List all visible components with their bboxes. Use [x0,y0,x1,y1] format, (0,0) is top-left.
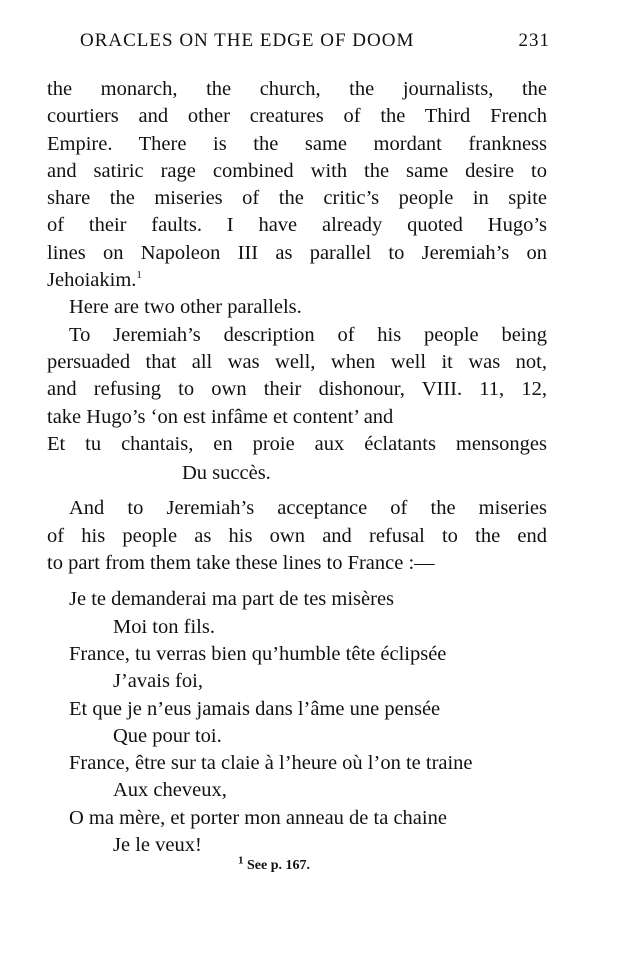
paragraph-2 [47,294,547,321]
text-line: of their faults. I have already quoted Hugo’s [47,214,547,237]
text-line: Here are two other parallels. [69,296,302,319]
running-title: ORACLES ON THE EDGE OF DOOM [80,30,415,51]
poem-line: J’avais foi, [113,670,203,693]
text-line: To Jeremiah’s description of his people being [69,323,547,346]
paragraph-1 [47,76,547,294]
spacer [47,487,547,495]
body-text [47,76,547,859]
text-line: persuaded that all was well, when well it was not, [47,350,547,373]
text-fragment: Jehoiakim. [47,269,137,292]
text-line: lines on Napoleon III as parallel to Jeremiah’s on [47,241,547,264]
text-line: share the miseries of the critic’s people in spite [47,187,547,210]
text-line: and satiric rage combined with the same desire to [47,159,547,182]
poem-line: France, être sur ta claie à l’heure où l’on te traine [69,752,473,775]
text-line: Empire. There is the same mordant frankness [47,132,547,155]
footnote-marker: 1 [136,269,142,282]
paragraph-3 [47,322,547,488]
text-line: take Hugo’s ‘on est infâme et content’ and [47,405,394,428]
poem-line: Je te demanderai ma part de tes misères [69,588,395,611]
footnote [238,854,310,874]
poem-line: Je le veux! [113,834,202,857]
text-line: And to Jeremiah’s acceptance of the miseries [69,497,547,520]
text-line: to part from them take these lines to France :— [47,552,435,575]
poem-line: Aux cheveux, [113,779,227,802]
poem-line: Moi ton fils. [113,615,215,638]
footnote-text: See p. 167. [247,858,310,873]
poem-line: France, tu verras bien qu’humble tête éclipsée [69,642,447,665]
text-line: the monarch, the church, the journalists, the [47,78,547,100]
page-number: 231 [518,30,550,51]
text-line: and refusing to own their dishonour, VIII. 11, 12, [47,378,547,401]
poem [47,586,547,859]
text-line: of his people as his own and refusal to the end [47,524,547,547]
poem-line: Et que je n’eus jamais dans l’âme une pensée [69,697,441,720]
poem-line: O ma mère, et porter mon anneau de ta chaine [69,806,447,829]
text-line [47,267,547,294]
text-line: courtiers and other creatures of the Third French [47,105,547,128]
quote-line: Et tu chantais, en proie aux éclatants mensonges [47,432,547,455]
quote-continuation: Du succès. [182,462,271,485]
paragraph-4 [47,495,547,577]
poem-line: Que pour toi. [113,724,222,747]
footnote-marker: 1 [238,854,244,867]
